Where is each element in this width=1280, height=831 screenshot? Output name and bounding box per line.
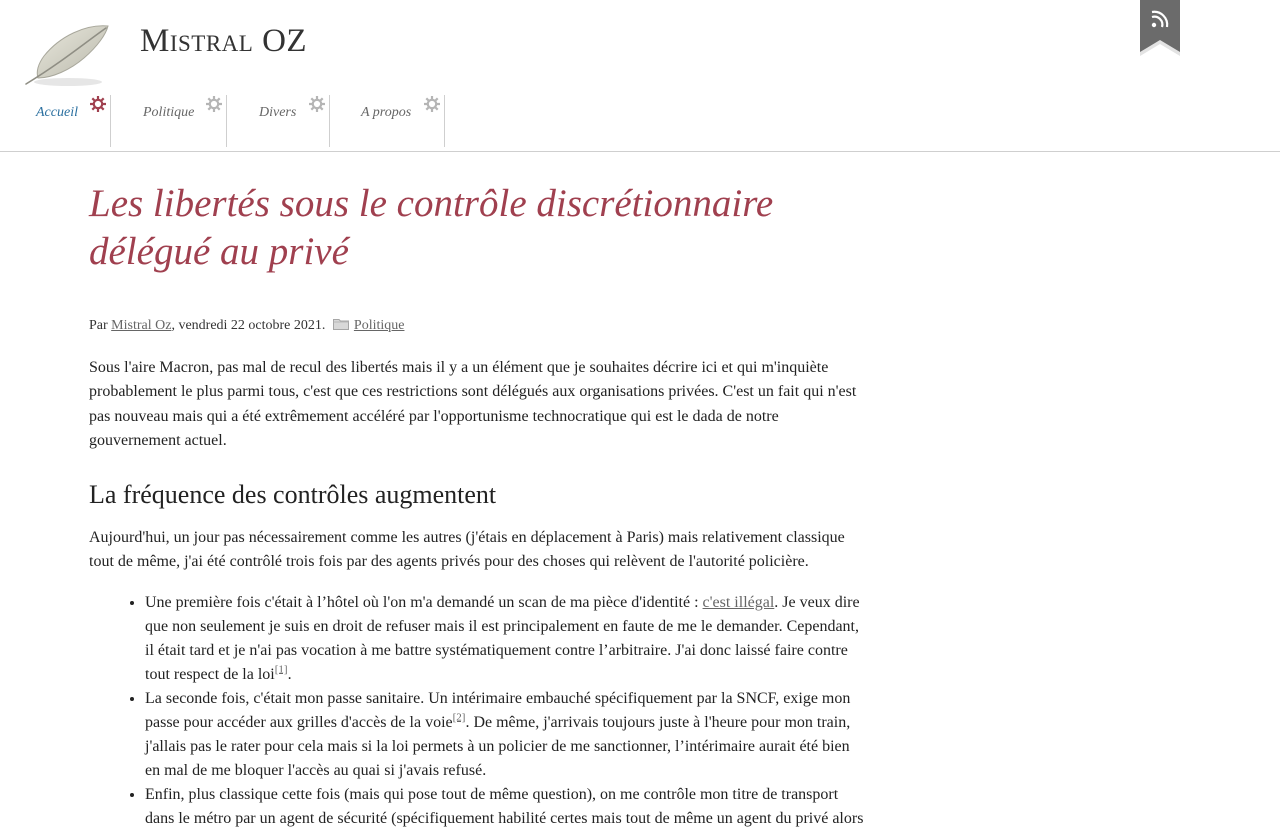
- gear-icon: [308, 95, 326, 113]
- gear-icon: [423, 95, 441, 113]
- byline-prefix: Par: [89, 318, 108, 333]
- nav-item-a-propos[interactable]: [330, 95, 445, 147]
- list-item-text: La seconde fois, c'était mon passe sanitaire. Un intérimaire embauché spécifiquement par la SNCF, exige mon passe pour accéder aux grilles d'accès de la voie: [145, 689, 851, 731]
- illegal-link[interactable]: c'est illégal: [702, 593, 775, 611]
- list-item-text: Enfin, plus classique cette fois (mais qui pose tout de même question), on me contrôle mon titre de transport dans le métro par un agent de sécurité (spécifiquement habilité certes mais tout de même un agent du privé alors: [145, 785, 864, 827]
- folder-icon: [333, 318, 349, 330]
- nav-item-politique[interactable]: [111, 95, 227, 147]
- list-item-text: . De même, j'arrivais toujours juste à l'heure pour mon train, j'allais pas le rater pour cela mais si la loi permets à un policier de me sanctionner, l’intérimaire aurait été bien en mal de me bloquer l'accès au quai si j'avais refusé.: [145, 713, 851, 779]
- site-logo[interactable]: [22, 22, 114, 88]
- bullet-list: [89, 591, 867, 831]
- list-item-text: Une première fois c'était à l’hôtel où l'on m'a demandé un scan de ma pièce d'identité :: [145, 593, 703, 611]
- list-item: [145, 591, 867, 687]
- site-title[interactable]: Mistral OZ: [140, 23, 308, 59]
- nav-item-label[interactable]: Politique: [143, 105, 195, 120]
- list-item: [145, 783, 867, 831]
- site-header: [0, 0, 1280, 152]
- author-link[interactable]: Mistral Oz: [111, 318, 172, 333]
- post-date: , vendredi 22 octobre 2021.: [171, 318, 326, 333]
- footnote-link-1[interactable]: [1]: [274, 663, 288, 676]
- article: [89, 180, 867, 831]
- rss-feed-link[interactable]: [1140, 0, 1180, 56]
- gear-icon: [205, 95, 223, 113]
- post-byline: [89, 317, 867, 335]
- intro-paragraph: Sous l'aire Macron, pas mal de recul des libertés mais il y a un élément que je souhaites décrire ici et qui m'inquiète probablement le plus parmi tous, c'est que ces restrictions sont délégués aux organisations privées. C'est un fait qui n'est pas nouveau mais qui a été extrêmement accéléré par l'opportunisme technocratique qui est le dada de notre gouvernement actuel.: [89, 359, 857, 449]
- nav-item-divers[interactable]: [227, 95, 330, 147]
- list-item: [145, 687, 867, 783]
- feather-logo-icon: [22, 22, 114, 88]
- nav-item-label[interactable]: Accueil: [36, 105, 78, 120]
- list-item-text: . Je veux dire que non seulement je suis en droit de refuser mais il est principalement en faute de me le demander. Cependant, il était tard et je n'ai pas vocation à me battre systématiquement contre l’arbitraire. J'ai donc laissé faire contre tout respect de la loi: [145, 593, 860, 683]
- gear-icon: [89, 95, 107, 113]
- post-title[interactable]: Les libertés sous le contrôle discrétionnaire délégué au privé: [89, 182, 774, 273]
- footnote-link-2[interactable]: [2]: [452, 711, 466, 724]
- category-link[interactable]: Politique: [353, 318, 405, 333]
- nav-item-label[interactable]: A propos: [361, 105, 412, 120]
- rss-icon: [1140, 0, 1180, 56]
- nav-item-accueil[interactable]: [0, 95, 111, 147]
- body-paragraph: Aujourd'hui, un jour pas nécessairement comme les autres (j'étais en déplacement à Paris) mais relativement classique tout de même, j'ai été contrôlé trois fois par des agents privés pour des choses qui relèvent de l'autorité policière.: [89, 529, 845, 571]
- section-heading: La fréquence des contrôles augmentent: [89, 480, 497, 510]
- list-item-text: .: [287, 665, 292, 683]
- nav-item-label[interactable]: Divers: [259, 105, 297, 120]
